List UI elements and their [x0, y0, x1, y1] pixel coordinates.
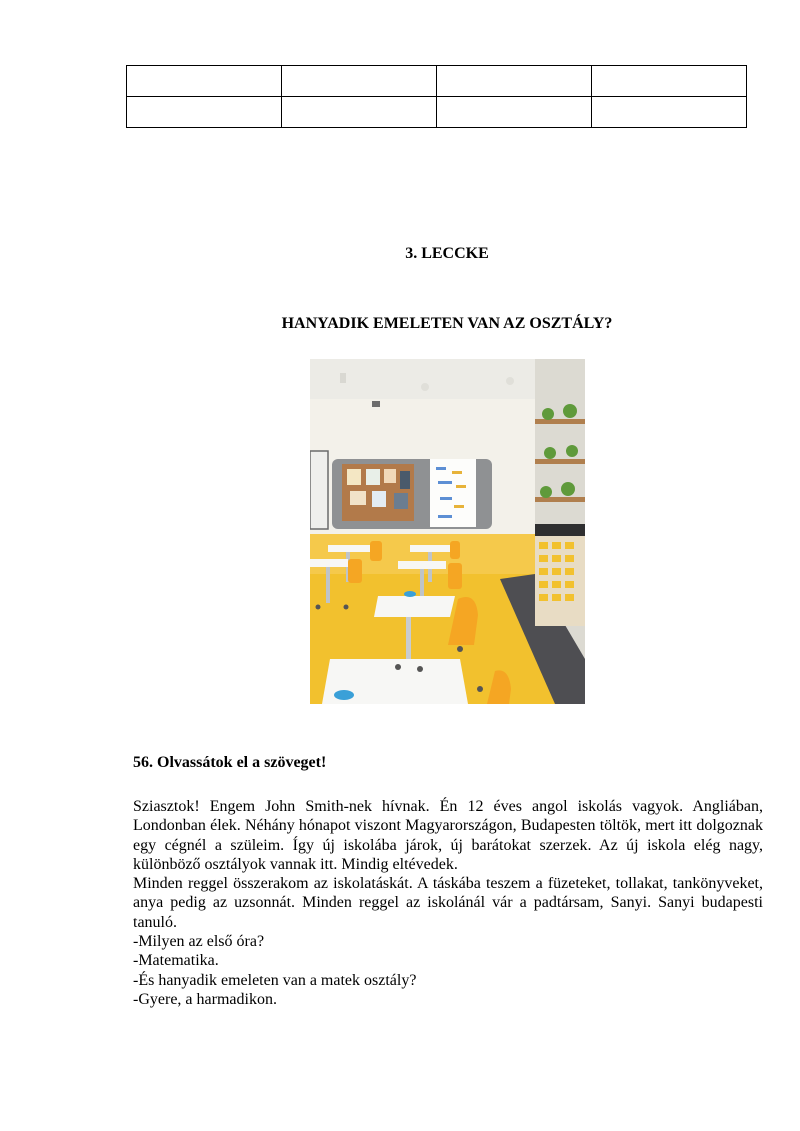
table-cell — [127, 66, 282, 97]
dialogue-line: -Gyere, a harmadikon. — [133, 990, 277, 1008]
empty-grid-table — [126, 65, 747, 128]
reading-paragraph: Minden reggel összerakom az iskolatáskát. A táskába teszem a füzeteket, tollakat, tankönyveket, anya pedig az uzsonnát. Minden reggel az iskolánál vár a padtársam, Sanyi. Sanyi budapesti tanuló. — [133, 875, 763, 931]
lesson-number: 3. LECCKE — [405, 245, 489, 262]
reading-paragraph: Sziasztok! Engem John Smith-nek hívnak. Én 12 éves angol iskolás vagyok. Angliában, Londonban élek. Néhány hónapot viszont Magyarországon, Budapesten töltök, mert itt dolgoznak egy cégnél a szüleim. Így új iskolába járok, új barátokat szerzek. Az új iskola elég nagy, különböző osztályok vannak itt. Mindig eltévedek. — [133, 798, 763, 873]
table-cell — [127, 97, 282, 128]
reading-text — [133, 797, 763, 1009]
table-row — [127, 66, 747, 97]
table-row — [127, 97, 747, 128]
table-cell — [437, 66, 592, 97]
dialogue-line: -Milyen az első óra? — [133, 933, 265, 951]
table-cell — [592, 97, 747, 128]
table-cell — [592, 66, 747, 97]
task-heading: 56. Olvassátok el a szöveget! — [133, 754, 327, 771]
classroom-illustration — [310, 359, 585, 704]
table-cell — [282, 66, 437, 97]
lesson-title: HANYADIK EMELETEN VAN AZ OSZTÁLY? — [281, 315, 613, 332]
table-cell — [282, 97, 437, 128]
table-cell — [437, 97, 592, 128]
dialogue-line: -Matematika. — [133, 952, 219, 970]
dialogue-line: -És hanyadik emeleten van a matek osztály? — [133, 971, 417, 989]
